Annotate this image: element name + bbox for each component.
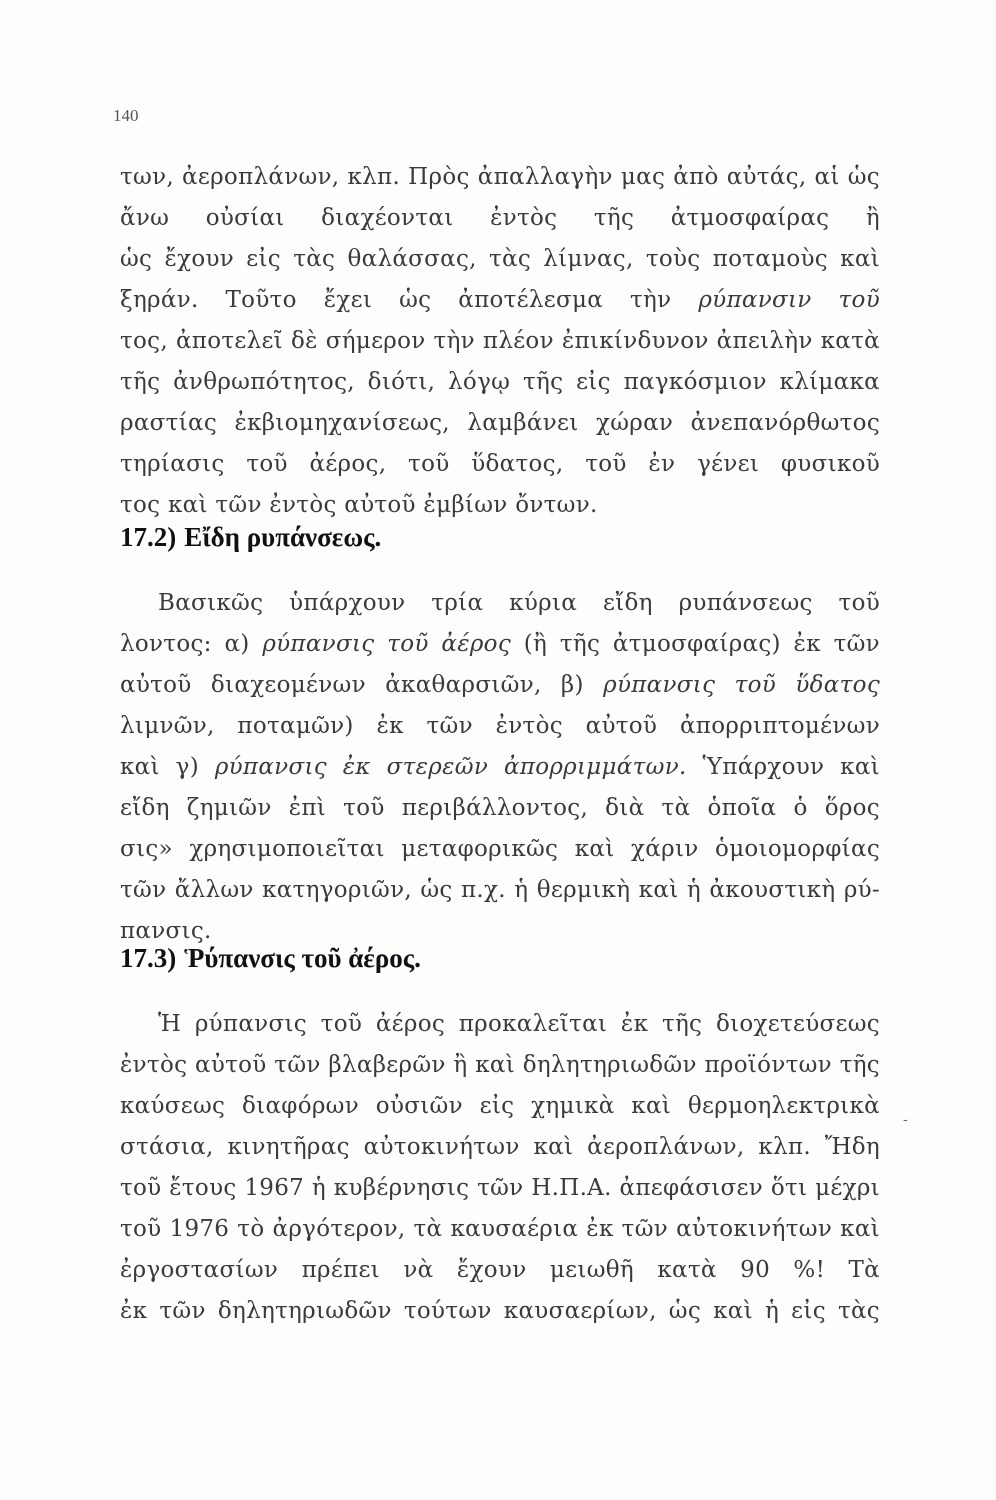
text-line: εἴδη ζημιῶν ἐπὶ τοῦ περιβάλλοντος, διὰ τὰ ὁποῖα ὁ ὅρος: [120, 795, 880, 821]
text-span: λοντος: α): [120, 631, 250, 657]
text-span: Ὑπάρχουν καὶ: [702, 754, 880, 780]
paragraph-3: [120, 1004, 880, 1332]
text-line: τοῦ 1976 τὸ ἀργότερον, τὰ καυσαέρια ἐκ τῶν αὐτοκινήτων καὶ: [120, 1216, 880, 1242]
text-line: [120, 280, 880, 321]
text-line: ἐκ τῶν δηλητηριωδῶν τούτων καυσαερίων, ὡς καὶ ἡ εἰς τὰς: [120, 1298, 880, 1324]
paragraph-1: [120, 157, 880, 526]
emphasis-text: ρύπανσις τοῦ ἀέρος: [262, 631, 512, 657]
text-line: τῶν ἄλλων κατηγοριῶν, ὡς π.χ. ἡ θερμικὴ καὶ ἡ ἀκουστικὴ ρύ-: [120, 877, 880, 903]
emphasis-text: ρύπανσις τοῦ ὕδατος: [603, 672, 880, 698]
text-line: [120, 665, 880, 706]
emphasis-text: ρύπανσις ἐκ στερεῶν ἀπορριμμάτων.: [214, 754, 687, 780]
text-line: τος καὶ τῶν ἐντὸς αὐτοῦ ἐμβίων ὄντων.: [120, 492, 598, 518]
text-span: καὶ γ): [120, 754, 199, 780]
text-line: ἄνω οὐσίαι διαχέονται ἐντὸς τῆς ἀτμοσφαίρας ἢ: [120, 205, 880, 231]
text-line: τοῦ ἔτους 1967 ἡ κυβέρνησις τῶν Η.Π.Α. ἀπεφάσισεν ὅτι μέχρι: [120, 1175, 880, 1201]
text-line: ἐργοστασίων πρέπει νὰ ἔχουν μειωθῆ κατὰ 90 %! Τὰ: [120, 1257, 880, 1283]
margin-mark: -: [903, 1112, 908, 1128]
section-title: Ῥύπανσις τοῦ ἀέρος.: [184, 943, 421, 973]
emphasis-text: ρύπανσιν τοῦ: [698, 287, 880, 313]
text-line: καύσεως διαφόρων οὐσιῶν εἰς χημικὰ καὶ θερμοηλεκτρικὰ: [120, 1093, 880, 1119]
text-line: Ἡ ρύπανσις τοῦ ἀέρος προκαλεῖται ἐκ τῆς διοχετεύσεως: [158, 1011, 880, 1037]
text-line: τος, ἀποτελεῖ δὲ σήμερον τὴν πλέον ἐπικίνδυνον ἀπειλὴν κατὰ: [120, 328, 880, 354]
text-line: των, ἀεροπλάνων, κλπ. Πρὸς ἀπαλλαγὴν μας ἀπὸ αὐτάς, αἱ ὡς: [120, 164, 880, 190]
text-line: στάσια, κινητῆρας αὐτοκινήτων καὶ ἀεροπλάνων, κλπ. Ἤδη: [120, 1134, 880, 1160]
section-number: 17.3): [120, 943, 177, 973]
text-span: αὐτοῦ διαχεομένων ἀκαθαρσιῶν, β): [120, 672, 584, 698]
text-line: λιμνῶν, ποταμῶν) ἐκ τῶν ἐντὸς αὐτοῦ ἀπορριπτομένων: [120, 713, 880, 739]
text-line: ὡς ἔχουν εἰς τὰς θαλάσσας, τὰς λίμνας, τοὺς ποταμοὺς καὶ: [120, 246, 880, 272]
text-line: Βασικῶς ὑπάρχουν τρία κύρια εἴδη ρυπάνσεως τοῦ: [158, 590, 880, 616]
section-heading-17-3: [120, 943, 421, 974]
text-line: πανσις.: [120, 918, 212, 944]
page-number: 140: [113, 106, 139, 125]
section-heading-17-2: [120, 522, 381, 553]
text-line: ραστίας ἐκβιομηχανίσεως, λαμβάνει χώραν ἀνεπανόρθωτος: [120, 410, 880, 436]
text-line: [120, 624, 880, 665]
text-line: τῆς ἀνθρωπότητος, διότι, λόγῳ τῆς εἰς παγκόσμιον κλίμακα: [120, 369, 880, 395]
paragraph-2: [120, 583, 880, 952]
text-line: ἐντὸς αὐτοῦ τῶν βλαβερῶν ἢ καὶ δηλητηριωδῶν προϊόντων τῆς: [120, 1052, 880, 1078]
text-line: [120, 747, 880, 788]
section-title: Εἴδη ρυπάνσεως.: [184, 522, 382, 552]
text-line: σις» χρησιμοποιεῖται μεταφορικῶς καὶ χάριν ὁμοιομορφίας: [120, 836, 880, 862]
text-span: ξηράν. Τοῦτο ἔχει ὡς ἀποτέλεσμα τὴν: [120, 287, 672, 313]
text-line: τηρίασις τοῦ ἀέρος, τοῦ ὕδατος, τοῦ ἐν γένει φυσικοῦ: [120, 451, 880, 477]
text-span: (ἢ τῆς ἀτμοσφαίρας) ἐκ τῶν: [523, 631, 880, 657]
section-number: 17.2): [120, 522, 177, 552]
